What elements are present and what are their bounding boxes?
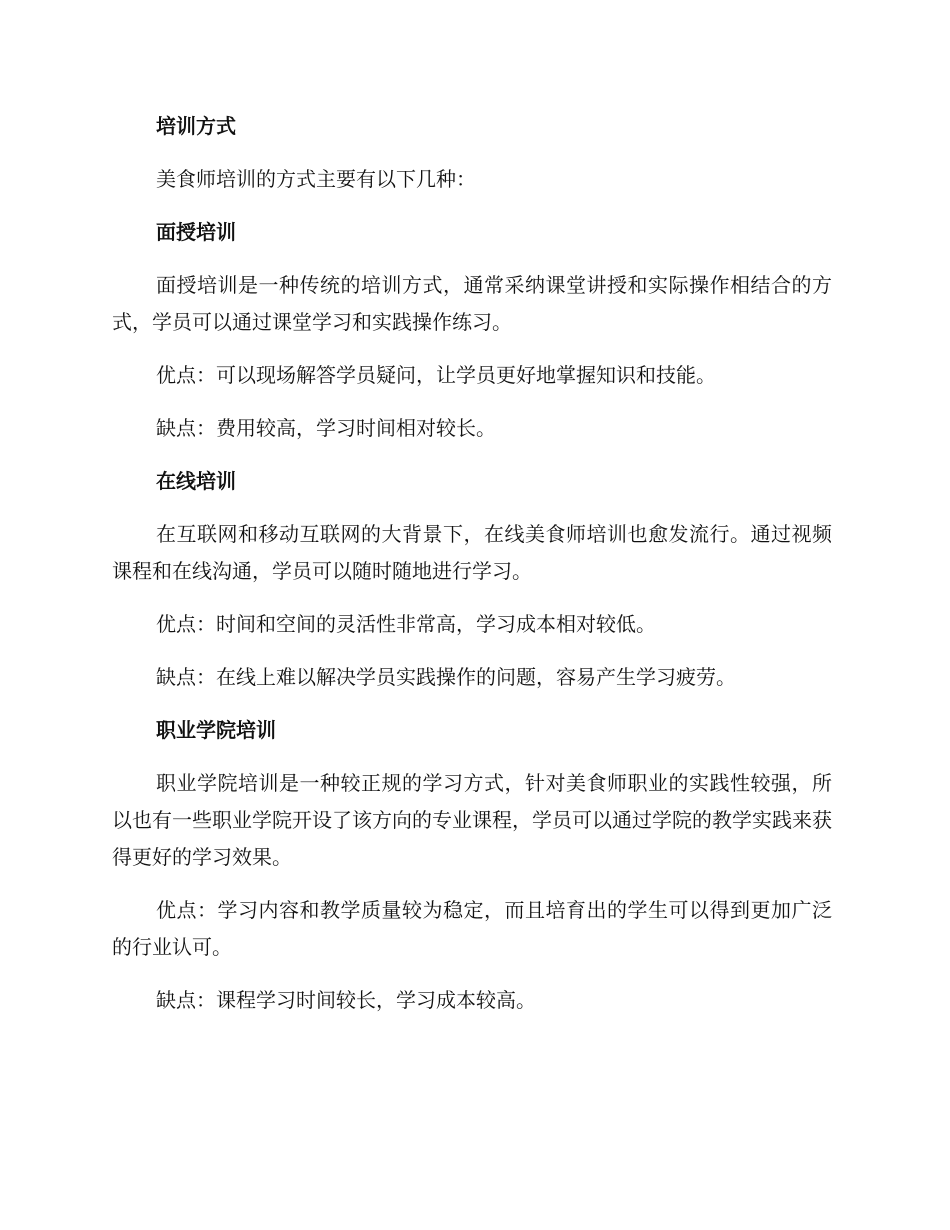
section-title: 培训方式 [156, 114, 236, 138]
pros-online: 优点：时间和空间的灵活性非常高，学习成本相对较低。 [156, 612, 656, 636]
heading-vocational: 职业学院培训 [156, 718, 276, 742]
intro-paragraph: 美食师培训的方式主要有以下几种： [156, 167, 476, 191]
pros-vocational: 优点：学习内容和教学质量较为稳定，而且培育出的学生可以得到更加广泛的行业认可。 [112, 898, 832, 959]
heading-online: 在线培训 [156, 469, 236, 493]
description-online: 在互联网和移动互联网的大背景下，在线美食师培训也愈发流行。通过视频课程和在线沟通，学员可以随时随地进行学习。 [112, 522, 832, 583]
description-face-to-face: 面授培训是一种传统的培训方式，通常采纳课堂讲授和实际操作相结合的方式，学员可以通过课堂学习和实践操作练习。 [112, 273, 832, 334]
cons-vocational: 缺点：课程学习时间较长，学习成本较高。 [156, 988, 536, 1012]
cons-face-to-face: 缺点：费用较高，学习时间相对较长。 [156, 416, 496, 440]
cons-online: 缺点：在线上难以解决学员实践操作的问题，容易产生学习疲劳。 [156, 665, 736, 689]
document-page [112, 108, 832, 1019]
heading-face-to-face: 面授培训 [156, 220, 236, 244]
description-vocational: 职业学院培训是一种较正规的学习方式，针对美食师职业的实践性较强，所以也有一些职业学院开设了该方向的专业课程，学员可以通过学院的教学实践来获得更好的学习效果。 [112, 771, 832, 869]
pros-face-to-face: 优点：可以现场解答学员疑问，让学员更好地掌握知识和技能。 [156, 363, 716, 387]
